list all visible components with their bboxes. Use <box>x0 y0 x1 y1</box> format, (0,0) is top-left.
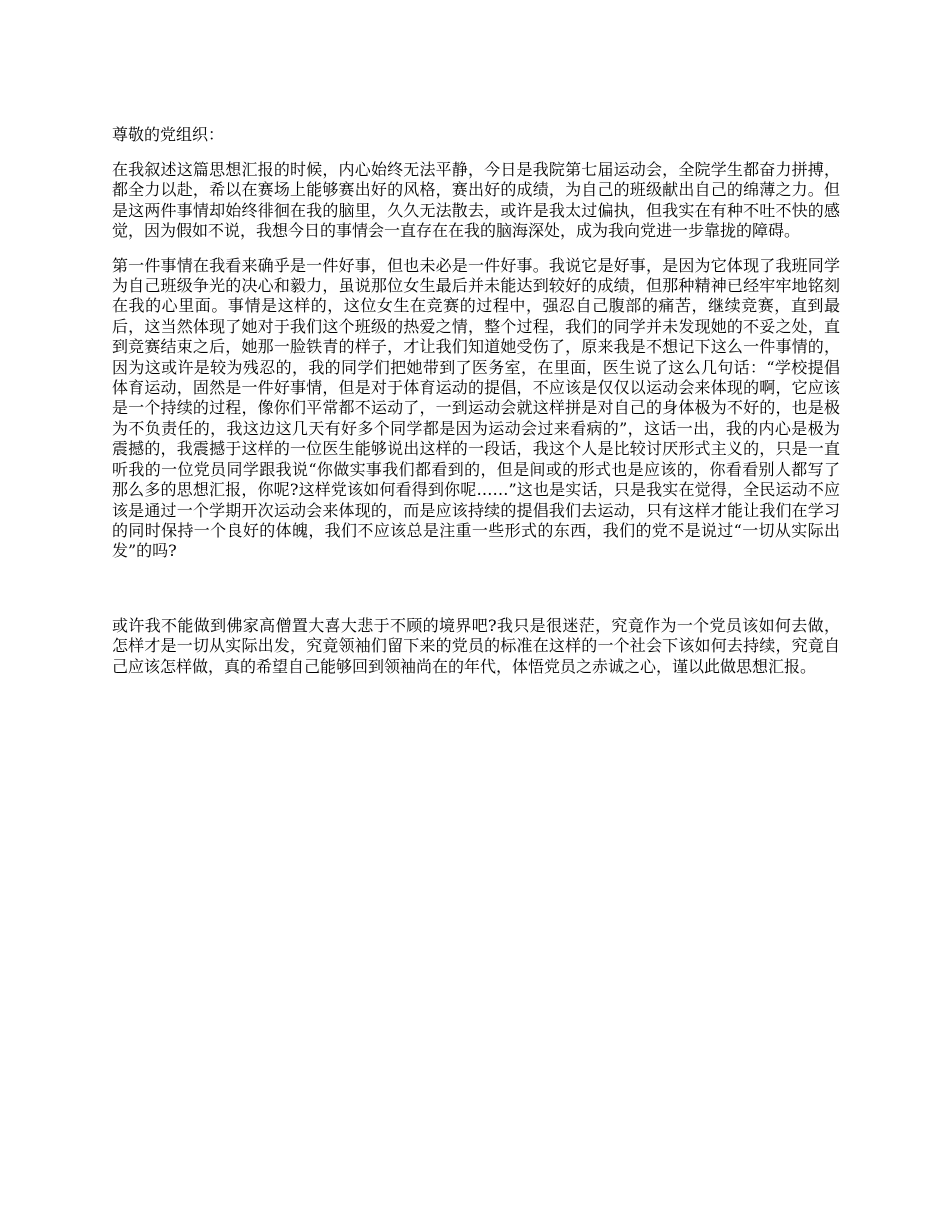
paragraph-2: 第一件事情在我看来确乎是一件好事，但也未必是一件好事。我说它是好事，是因为它体现了我班同学为自己班级争光的决心和毅力，虽说那位女生最后并未能达到较好的成绩，但那种精神已经牢牢地铭刻在我的心里面。事情是这样的，这位女生在竞赛的过程中，强忍自己腹部的痛苦，继续竞赛，直到最后，这当然体现了她对于我们这个班级的热爱之情，整个过程，我们的同学并未发现她的不妥之处，直到竞赛结束之后，她那一脸铁青的样子，才让我们知道她受伤了，原来我是不想记下这么一件事情的，因为这或许是较为残忍的，我的同学们把她带到了医务室，在里面，医生说了这么几句话：“学校提倡体育运动，固然是一件好事情，但是对于体育运动的提倡，不应该是仅仅以运动会来体现的啊，它应该是一个持续的过程，像你们平常都不运动了，一到运动会就这样拼是对自己的身体极为不好的，也是极为不负责任的，我这边这几天有好多个同学都是因为运动会过来看病的”，这话一出，我的内心是极为震撼的，我震撼于这样的一位医生能够说出这样的一段话，我这个人是比较讨厌形式主义的，只是一直听我的一位党员同学跟我说“你做实事我们都看到的，但是间或的形式也是应该的，你看看别人都写了那么多的思想汇报，你呢?这样党该如何看得到你呢……”这也是实话，只是我实在觉得，全民运动不应该是通过一个学期开次运动会来体现的，而是应该持续的提倡我们去运动，只有这样才能让我们在学习的同时保持一个良好的体魄，我们不应该总是注重一些形式的东西，我们的党不是说过“一切从实际出发”的吗? <box>112 255 840 561</box>
document-page <box>112 124 840 691</box>
paragraph-3: 或许我不能做到佛家高僧置大喜大悲于不顾的境界吧?我只是很迷茫，究竟作为一个党员该如何去做，怎样才是一切从实际出发，究竟领袖们留下来的党员的标准在这样的一个社会下该如何去持续，究竟自己应该怎样做，真的希望自己能够回到领袖尚在的年代，体悟党员之赤诚之心，谨以此做思想汇报。 <box>112 615 840 676</box>
salutation: 尊敬的党组织： <box>112 125 225 144</box>
paragraph-1: 在我叙述这篇思想汇报的时候，内心始终无法平静，今日是我院第七届运动会，全院学生都奋力拼搏，都全力以赴，希以在赛场上能够赛出好的风格，赛出好的成绩，为自己的班级献出自己的绵薄之力。但是这两件事情却始终徘徊在我的脑里，久久无法散去，或许是我太过偏执，但我实在有种不吐不快的感觉，因为假如不说，我想今日的事情会一直存在在我的脑海深处，成为我向党进一步靠拢的障碍。 <box>112 160 840 241</box>
